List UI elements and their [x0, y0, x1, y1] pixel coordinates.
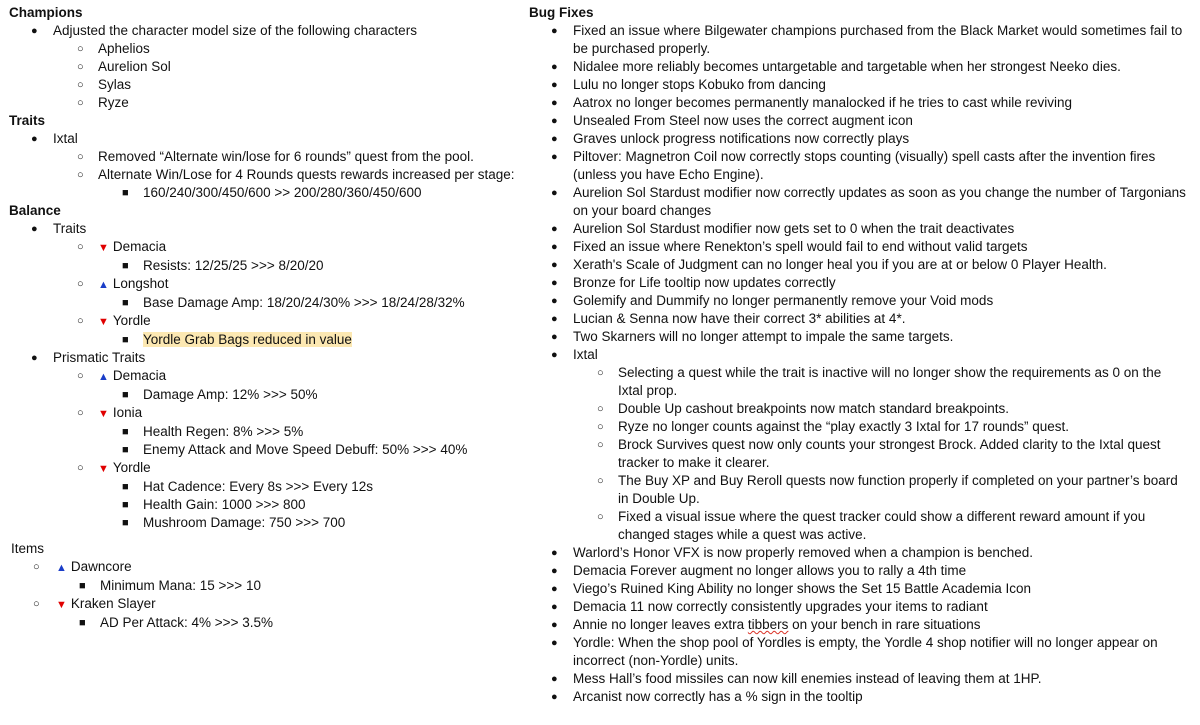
bullet-icon: ● — [551, 79, 558, 91]
list-item: ● Nidalee more reliably becomes untargetable and targetable when her strongest Neeko dies. — [551, 59, 1121, 74]
list-item: ○ ▼ Kraken Slayer — [33, 596, 156, 611]
bullet-icon: ● — [551, 313, 558, 325]
bullet-icon: ● — [551, 97, 558, 109]
circle-bullet-icon: ○ — [77, 315, 84, 327]
bullet-icon: ● — [551, 277, 558, 289]
circle-bullet-icon: ○ — [33, 561, 40, 573]
circle-bullet-icon: ○ — [77, 61, 84, 73]
square-bullet-icon: ■ — [122, 481, 129, 493]
list-item: ○ Double Up cashout breakpoints now match standard breakpoints. — [597, 401, 1009, 416]
list-item: ● Prismatic Traits — [31, 350, 146, 365]
list-item: ○ ▼ Demacia — [77, 239, 167, 254]
list-item: ● Xerath's Scale of Judgment can no longer heal you if you are at or below 0 Player Health. — [551, 257, 1107, 272]
circle-bullet-icon: ○ — [77, 370, 84, 382]
bullet-icon: ● — [551, 187, 558, 199]
bullet-icon: ● — [551, 61, 558, 73]
list-item: ● Lulu no longer stops Kobuko from dancing — [551, 77, 826, 92]
traits-heading: Traits — [9, 113, 46, 128]
square-bullet-icon: ■ — [122, 517, 129, 529]
bullet-icon: ● — [551, 547, 558, 559]
circle-bullet-icon: ○ — [77, 79, 84, 91]
list-item: ○ Ryze — [77, 95, 129, 110]
spellcheck-word: tibbers — [747, 617, 789, 632]
bullet-icon: ● — [551, 223, 558, 235]
square-bullet-icon: ■ — [122, 444, 129, 456]
list-item: ● Golemify and Dummify no longer permanently remove your Void mods — [551, 293, 994, 308]
bullet-icon: ● — [31, 133, 38, 145]
bullet-icon: ● — [551, 241, 558, 253]
highlighted-text: Yordle Grab Bags reduced in value — [143, 332, 352, 347]
list-item: ■ Enemy Attack and Move Speed Debuff: 50% >>> 40% — [122, 442, 468, 457]
list-item: ○ Brock Survives quest now only counts your strongest Brock. Added clarity to the Ixtal quest tracker to make it clearer. — [597, 437, 1161, 470]
list-item: ■ 160/240/300/450/600 >> 200/280/360/450/600 — [122, 185, 422, 200]
buff-arrow-icon: ▲ — [98, 279, 109, 291]
list-item: ● Demacia 11 now correctly consistently upgrades your items to radiant — [551, 599, 988, 614]
list-item: ● Graves unlock progress notifications now correctly plays — [551, 131, 910, 146]
buff-arrow-icon: ▲ — [98, 371, 109, 383]
bullet-icon: ● — [551, 133, 558, 145]
bullet-icon: ● — [551, 115, 558, 127]
circle-bullet-icon: ○ — [77, 278, 84, 290]
bullet-icon: ● — [551, 601, 558, 613]
list-item: ○ ▼ Yordle — [77, 313, 151, 328]
bullet-icon: ● — [551, 565, 558, 577]
circle-bullet-icon: ○ — [597, 367, 604, 379]
list-item: ● Aurelion Sol Stardust modifier now gets set to 0 when the trait deactivates — [551, 221, 1015, 236]
list-item: ■ Health Gain: 1000 >>> 800 — [122, 497, 306, 512]
circle-bullet-icon: ○ — [33, 598, 40, 610]
list-item: ● Two Skarners will no longer attempt to impale the same targets. — [551, 329, 954, 344]
nerf-arrow-icon: ▼ — [56, 599, 67, 611]
list-item: ● Aurelion Sol Stardust modifier now correctly updates as soon as you change the number of Targonians on your board changes — [551, 185, 1186, 218]
circle-bullet-icon: ○ — [597, 511, 604, 523]
bullet-icon: ● — [31, 223, 38, 235]
circle-bullet-icon: ○ — [77, 241, 84, 253]
bullet-icon: ● — [551, 619, 558, 631]
list-item: ● Lucian & Senna now have their correct 3* abilities at 4*. — [551, 311, 906, 326]
list-item: ● Bronze for Life tooltip now updates correctly — [551, 275, 836, 290]
nerf-arrow-icon: ▼ — [98, 242, 109, 254]
nerf-arrow-icon: ▼ — [98, 408, 109, 420]
list-item: ● Ixtal — [31, 131, 78, 146]
list-item: ● Mess Hall’s food missiles can now kill enemies instead of leaving them at 1HP. — [551, 671, 1042, 686]
bullet-icon: ● — [31, 352, 38, 364]
list-item: ○ Aphelios — [77, 41, 150, 56]
circle-bullet-icon: ○ — [77, 151, 84, 163]
list-item: ○ The Buy XP and Buy Reroll quests now function properly if completed on your partner’s board in Double Up. — [597, 473, 1178, 506]
circle-bullet-icon: ○ — [597, 439, 604, 451]
square-bullet-icon: ■ — [79, 617, 86, 629]
circle-bullet-icon: ○ — [77, 43, 84, 55]
bullet-icon: ● — [551, 331, 558, 343]
bullet-icon: ● — [551, 637, 558, 649]
list-item: ○ ▼ Ionia — [77, 405, 143, 420]
list-item: ■ Damage Amp: 12% >>> 50% — [122, 387, 318, 402]
nerf-arrow-icon: ▼ — [98, 463, 109, 475]
list-item: ■ Mushroom Damage: 750 >>> 700 — [122, 515, 346, 530]
nerf-arrow-icon: ▼ — [98, 316, 109, 328]
list-item: ○ ▲ Longshot — [77, 276, 169, 291]
list-item: ○ Sylas — [77, 77, 132, 92]
list-item: ■ Base Damage Amp: 18/20/24/30% >>> 18/24/28/32% — [122, 295, 465, 310]
circle-bullet-icon: ○ — [77, 407, 84, 419]
list-item: ● Yordle: When the shop pool of Yordles is empty, the Yordle 4 shop notifier will no longer appear on incorrect (non-Yordle) units. — [551, 635, 1158, 668]
buff-arrow-icon: ▲ — [56, 562, 67, 574]
list-item: ● Demacia Forever augment no longer allows you to rally a 4th time — [551, 563, 967, 578]
list-item: ■ Resists: 12/25/25 >>> 8/20/20 — [122, 258, 324, 273]
circle-bullet-icon: ○ — [77, 462, 84, 474]
bullet-icon: ● — [551, 691, 558, 703]
list-item: ■ Hat Cadence: Every 8s >>> Every 12s — [122, 479, 373, 494]
list-item: ○ Selecting a quest while the trait is inactive will no longer show the requirements as 0 on the Ixtal prop. — [597, 365, 1162, 398]
list-item: ○ Ryze no longer counts against the “play exactly 3 Ixtal for 17 rounds” quest. — [597, 419, 1069, 434]
list-item: ○ ▼ Yordle — [77, 460, 151, 475]
square-bullet-icon: ■ — [122, 389, 129, 401]
champions-heading: Champions — [9, 5, 83, 20]
square-bullet-icon: ■ — [122, 187, 129, 199]
bullet-icon: ● — [31, 25, 38, 37]
circle-bullet-icon: ○ — [77, 169, 84, 181]
square-bullet-icon: ■ — [122, 334, 129, 346]
square-bullet-icon: ■ — [122, 260, 129, 272]
list-item: ● Annie no longer leaves extra tibbers on your bench in rare situations — [551, 617, 981, 632]
list-item: ○ ▲ Demacia — [77, 368, 167, 383]
list-item: ● Ixtal — [551, 347, 598, 362]
bullet-icon: ● — [551, 25, 558, 37]
circle-bullet-icon: ○ — [77, 97, 84, 109]
bullet-icon: ● — [551, 583, 558, 595]
list-item: ■ Health Regen: 8% >>> 5% — [122, 424, 304, 439]
bullet-icon: ● — [551, 151, 558, 163]
square-bullet-icon: ■ — [122, 297, 129, 309]
list-item: ● Aatrox no longer becomes permanently manalocked if he tries to cast while reviving — [551, 95, 1072, 110]
list-item: ● Fixed an issue where Bilgewater champions purchased from the Black Market would sometimes fail to be purchased properly. — [551, 23, 1183, 56]
list-item: ○ Fixed a visual issue where the quest tracker could show a different reward amount if you changed stages while a quest was active. — [597, 509, 1146, 542]
square-bullet-icon: ■ — [79, 580, 86, 592]
list-item: ● Piltover: Magnetron Coil now correctly stops counting (visually) spell casts after the invention fires (unless you have Echo Engine). — [551, 149, 1156, 182]
list-item — [9, 331, 519, 349]
list-item: ● Unsealed From Steel now uses the correct augment icon — [551, 113, 913, 128]
left-column — [9, 4, 519, 632]
bullet-icon: ● — [551, 259, 558, 271]
list-item: ● Viego’s Ruined King Ability no longer shows the Set 15 Battle Academia Icon — [551, 581, 1032, 596]
list-item: ○ Alternate Win/Lose for 4 Rounds quests rewards increased per stage: — [77, 167, 515, 182]
list-item: ● Traits — [31, 221, 87, 236]
list-item: ■ AD Per Attack: 4% >>> 3.5% — [79, 615, 273, 630]
list-item: ○ ▲ Dawncore — [33, 559, 132, 574]
list-item: ● Adjusted the character model size of the following characters — [31, 23, 417, 38]
circle-bullet-icon: ○ — [597, 475, 604, 487]
circle-bullet-icon: ○ — [597, 421, 604, 433]
list-item: ○ Aurelion Sol — [77, 59, 171, 74]
bullet-icon: ● — [551, 673, 558, 685]
list-item: ■ Minimum Mana: 15 >>> 10 — [79, 578, 261, 593]
list-item: ● Fixed an issue where Renekton’s spell would fail to end without valid targets — [551, 239, 1028, 254]
circle-bullet-icon: ○ — [597, 403, 604, 415]
list-item: ● Warlord’s Honor VFX is now properly removed when a champion is benched. — [551, 545, 1033, 560]
items-heading: Items — [11, 541, 45, 556]
right-column — [529, 4, 1189, 706]
list-item: ● Arcanist now correctly has a % sign in the tooltip — [551, 689, 863, 704]
square-bullet-icon: ■ — [122, 426, 129, 438]
bug-fixes-heading: Bug Fixes — [529, 5, 594, 20]
bullet-icon: ● — [551, 295, 558, 307]
bullet-icon: ● — [551, 349, 558, 361]
list-item: ○ Removed “Alternate win/lose for 6 rounds” quest from the pool. — [77, 149, 474, 164]
balance-heading: Balance — [9, 203, 61, 218]
square-bullet-icon: ■ — [122, 499, 129, 511]
